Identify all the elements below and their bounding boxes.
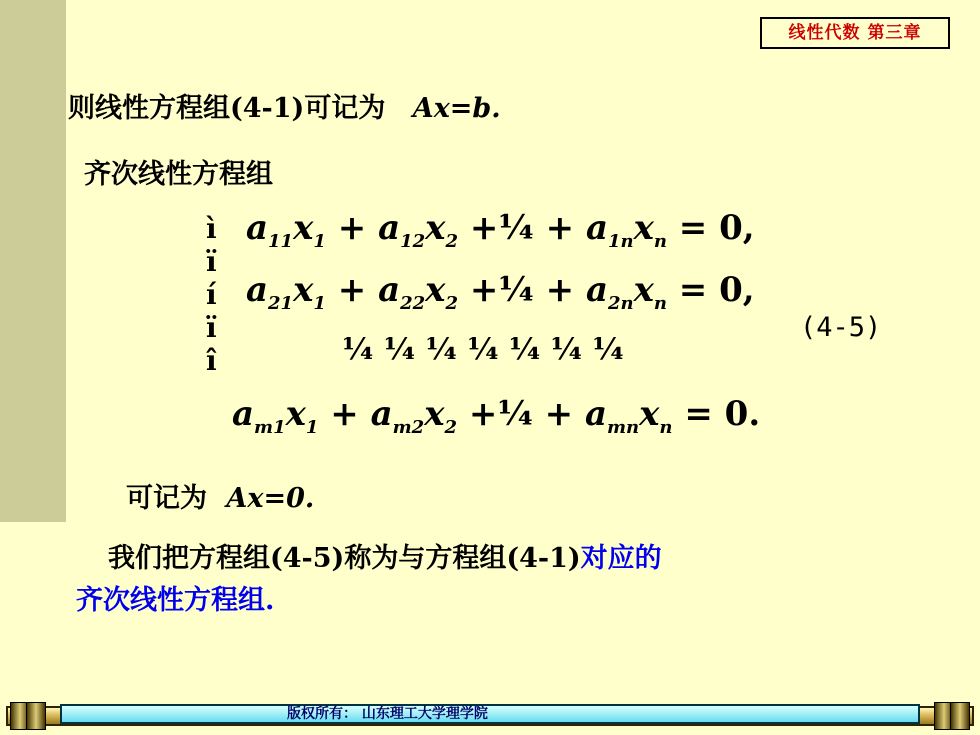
copyright-text: 版权所有： 山东理工大学理学院 <box>60 704 920 724</box>
left-side-bar <box>0 0 66 522</box>
definition-line-2: 齐次线性方程组. <box>76 585 275 616</box>
equation-row-m: $a_{m1}x_1 + a_{m2}x_2$ +¼ + $a_{mn}x_n = 0$. <box>232 394 761 438</box>
footer-bar <box>0 698 980 735</box>
definition-line-1 <box>108 536 662 575</box>
equation-row-2: $a_{21}x_1 + a_{22}x_2$ +¼ + $a_{2n}x_n = 0$, <box>246 270 755 314</box>
definition-text: 我们把方程组(4-5)称为与方程组(4-1) <box>108 543 581 574</box>
left-brace: ì ï í ï î <box>206 212 217 377</box>
footer-left-cap-2 <box>26 702 46 730</box>
equation-row-1: $a_{11}x_1 + a_{12}x_2$ +¼ + $a_{1n}x_n = 0$, <box>246 208 755 252</box>
matrix-form-text: 则线性方程组(4-1)可记为 <box>68 93 386 124</box>
homogeneous-matrix-form <box>126 476 314 515</box>
homogeneous-matrix-text: 可记为 <box>126 483 207 514</box>
definition-highlight: 对应的 <box>580 543 662 574</box>
equation-ellipsis-row: ¼ ¼ ¼ ¼ ¼ ¼ ¼ <box>342 332 624 367</box>
homogeneous-heading: 齐次线性方程组 <box>84 159 273 190</box>
equation-number: (4-5) <box>800 312 882 343</box>
homogeneous-matrix-formula: Ax=0. <box>226 483 315 514</box>
matrix-form-line <box>68 86 501 125</box>
footer-right-cap-2 <box>950 702 970 730</box>
chapter-tag: 线性代数 第三章 <box>760 17 950 49</box>
matrix-form-formula: Ax=b. <box>412 93 501 124</box>
